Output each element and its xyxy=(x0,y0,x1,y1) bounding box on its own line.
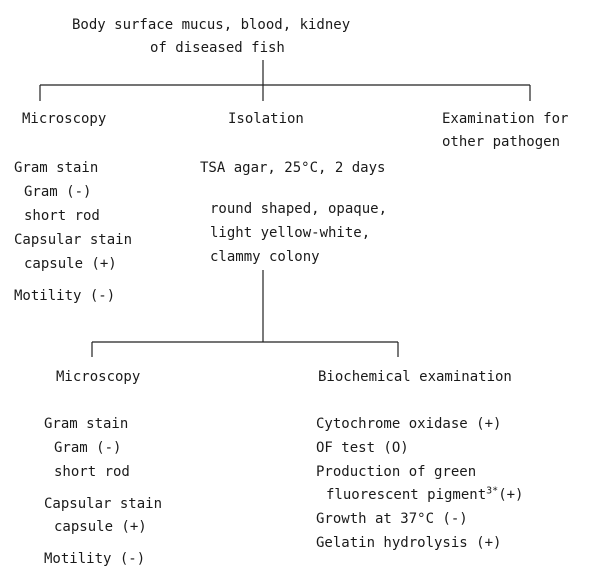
l2-short-rod: short rod xyxy=(54,464,130,480)
l1-gram-stain: Gram stain xyxy=(14,160,99,176)
isolation-title: Isolation xyxy=(228,111,304,127)
bio-gelatin: Gelatin hydrolysis (+) xyxy=(316,535,502,551)
bio-fluorescent-text: fluorescent pigment xyxy=(326,487,487,503)
root-line-2: of diseased fish xyxy=(150,40,285,56)
bio-production-green: Production of green xyxy=(316,464,477,480)
root-line-1: Body surface mucus, blood, kidney xyxy=(72,17,351,33)
l1-gram-neg: Gram (-) xyxy=(24,184,92,200)
l2-gram-stain: Gram stain xyxy=(44,416,129,432)
l2-motility: Motility (-) xyxy=(44,551,146,567)
isolation-medium: TSA agar, 25°C, 2 days xyxy=(200,160,386,176)
bio-cytochrome: Cytochrome oxidase (+) xyxy=(316,416,502,432)
bio-fluorescent-line xyxy=(326,487,524,503)
colony-line-2: light yellow-white, xyxy=(210,225,371,241)
bio-of-test: OF test (O) xyxy=(316,440,409,456)
other-title-2: other pathogen xyxy=(442,134,561,150)
l1-short-rod: short rod xyxy=(24,208,100,224)
colony-line-3: clammy colony xyxy=(210,249,320,265)
l2-capsule-pos: capsule (+) xyxy=(54,519,147,535)
footnote-marker: 3* xyxy=(486,485,499,497)
l1-capsular-stain: Capsular stain xyxy=(14,232,133,248)
l1-motility: Motility (-) xyxy=(14,288,116,304)
bio-fluorescent-result: (+) xyxy=(498,487,524,503)
biochemical-title: Biochemical examination xyxy=(318,369,512,385)
microscopy-2-title: Microscopy xyxy=(56,369,141,385)
colony-line-1: round shaped, opaque, xyxy=(210,201,388,217)
bio-growth-37: Growth at 37°C (-) xyxy=(316,511,468,527)
microscopy-title: Microscopy xyxy=(22,111,107,127)
l2-gram-neg: Gram (-) xyxy=(54,440,122,456)
l2-capsular-stain: Capsular stain xyxy=(44,496,163,512)
l1-capsule-pos: capsule (+) xyxy=(24,256,117,272)
other-title-1: Examination for xyxy=(442,111,569,127)
